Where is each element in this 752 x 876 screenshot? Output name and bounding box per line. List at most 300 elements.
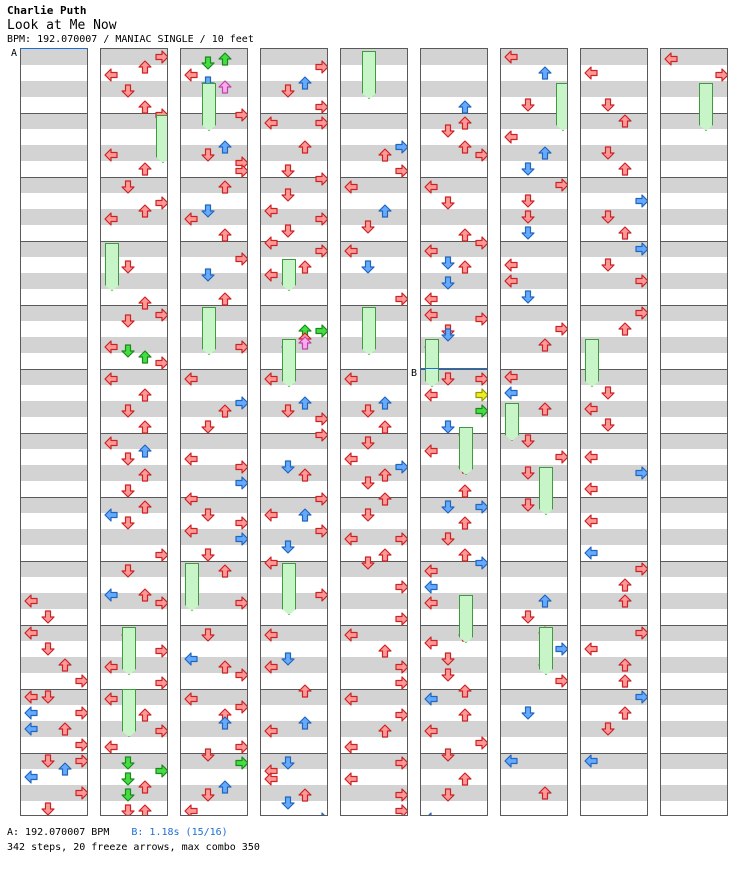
left-arrow-icon — [104, 147, 118, 161]
left-arrow-icon — [424, 579, 438, 593]
measure-column-9 — [660, 48, 728, 816]
down-arrow-icon — [601, 385, 615, 399]
left-arrow-icon — [344, 371, 358, 385]
left-arrow-icon — [264, 371, 278, 385]
left-arrow-icon — [344, 179, 358, 193]
down-arrow-icon — [601, 257, 615, 271]
up-arrow-icon — [298, 335, 312, 349]
right-arrow-icon — [235, 699, 248, 713]
down-arrow-icon — [441, 255, 455, 269]
measure-line — [21, 369, 87, 370]
up-arrow-icon — [218, 779, 232, 793]
up-arrow-icon — [138, 161, 152, 175]
up-arrow-icon — [378, 147, 392, 161]
up-arrow-icon — [58, 721, 72, 735]
down-arrow-icon — [121, 343, 135, 357]
right-arrow-icon — [395, 787, 408, 801]
right-arrow-icon — [395, 659, 408, 673]
left-arrow-icon — [104, 659, 118, 673]
down-arrow-icon — [441, 651, 455, 665]
left-arrow-icon — [104, 507, 118, 521]
left-arrow-icon — [424, 387, 438, 401]
measure-line — [581, 433, 647, 434]
left-arrow-icon — [264, 507, 278, 521]
up-arrow-icon — [378, 723, 392, 737]
down-arrow-icon — [121, 483, 135, 497]
right-arrow-icon — [475, 735, 488, 749]
down-arrow-icon — [521, 465, 535, 479]
down-arrow-icon — [41, 641, 55, 655]
down-arrow-icon — [121, 83, 135, 97]
down-arrow-icon — [361, 555, 375, 569]
left-arrow-icon — [344, 691, 358, 705]
measure-line — [661, 113, 727, 114]
down-arrow-icon — [121, 259, 135, 273]
measure-line — [261, 753, 327, 754]
up-arrow-icon — [458, 259, 472, 273]
up-arrow-icon — [298, 259, 312, 273]
down-arrow-icon — [361, 475, 375, 489]
up-arrow-icon — [218, 139, 232, 153]
right-arrow-icon — [235, 107, 248, 121]
down-arrow-icon — [441, 275, 455, 289]
measure-line — [501, 561, 567, 562]
down-arrow-icon — [201, 627, 215, 641]
up-arrow-icon — [138, 387, 152, 401]
down-arrow-icon — [201, 55, 215, 69]
down-arrow-icon — [281, 651, 295, 665]
down-arrow-icon — [521, 497, 535, 511]
freeze-arrow-icon — [202, 83, 216, 131]
measure-column-3 — [180, 48, 248, 816]
down-arrow-icon — [201, 787, 215, 801]
up-arrow-icon — [138, 803, 152, 816]
down-arrow-icon — [361, 403, 375, 417]
measure-column-6 — [420, 48, 488, 816]
right-arrow-icon — [475, 403, 488, 417]
freeze-arrow-icon — [505, 403, 519, 441]
right-arrow-icon — [155, 355, 168, 369]
up-arrow-icon — [218, 79, 232, 93]
right-arrow-icon — [315, 115, 328, 129]
up-arrow-icon — [618, 161, 632, 175]
down-arrow-icon — [441, 787, 455, 801]
down-arrow-icon — [281, 403, 295, 417]
left-arrow-icon — [264, 771, 278, 785]
right-arrow-icon — [635, 241, 648, 255]
up-arrow-icon — [538, 785, 552, 799]
right-arrow-icon — [315, 243, 328, 257]
left-arrow-icon — [104, 739, 118, 753]
right-arrow-icon — [315, 811, 328, 816]
right-arrow-icon — [235, 595, 248, 609]
left-arrow-icon — [344, 627, 358, 641]
left-arrow-icon — [24, 689, 38, 703]
left-arrow-icon — [264, 627, 278, 641]
up-arrow-icon — [618, 673, 632, 687]
freeze-arrow-icon — [156, 115, 168, 163]
right-arrow-icon — [395, 707, 408, 721]
up-arrow-icon — [378, 419, 392, 433]
right-arrow-icon — [395, 531, 408, 545]
down-arrow-icon — [121, 787, 135, 801]
song-title: Look at Me Now — [7, 18, 117, 33]
measure-line — [421, 497, 487, 498]
measure-line — [661, 689, 727, 690]
up-arrow-icon — [618, 113, 632, 127]
up-arrow-icon — [218, 715, 232, 729]
right-arrow-icon — [635, 273, 648, 287]
left-arrow-icon — [424, 443, 438, 457]
left-arrow-icon — [424, 635, 438, 649]
freeze-arrow-icon — [282, 563, 296, 615]
right-arrow-icon — [395, 803, 408, 816]
left-arrow-icon — [264, 235, 278, 249]
chart-footer — [7, 825, 260, 855]
measure-line — [661, 369, 727, 370]
left-arrow-icon — [24, 593, 38, 607]
up-arrow-icon — [138, 443, 152, 457]
measure-line — [421, 689, 487, 690]
stop-legend-b: B: 1.18s (15/16) — [131, 827, 228, 838]
chart-header — [7, 4, 254, 46]
measure-line — [341, 113, 407, 114]
left-arrow-icon — [104, 371, 118, 385]
down-arrow-icon — [521, 609, 535, 623]
measure-line — [101, 433, 167, 434]
right-arrow-icon — [75, 673, 88, 687]
down-arrow-icon — [361, 435, 375, 449]
down-arrow-icon — [521, 193, 535, 207]
left-arrow-icon — [104, 339, 118, 353]
right-arrow-icon — [315, 323, 328, 337]
bpm-difficulty-line: BPM: 192.070007 / MANIAC SINGLE / 10 feet — [7, 34, 254, 45]
up-arrow-icon — [138, 779, 152, 793]
left-arrow-icon — [104, 691, 118, 705]
up-arrow-icon — [138, 707, 152, 721]
down-arrow-icon — [121, 563, 135, 577]
down-arrow-icon — [521, 225, 535, 239]
right-arrow-icon — [635, 625, 648, 639]
measure-line — [261, 625, 327, 626]
left-arrow-icon — [184, 371, 198, 385]
right-arrow-icon — [635, 193, 648, 207]
left-arrow-icon — [424, 691, 438, 705]
up-arrow-icon — [218, 227, 232, 241]
right-arrow-icon — [235, 739, 248, 753]
bpm-legend-a: A: 192.070007 BPM — [7, 827, 110, 838]
right-arrow-icon — [555, 449, 568, 463]
down-arrow-icon — [121, 515, 135, 529]
up-arrow-icon — [618, 593, 632, 607]
left-arrow-icon — [424, 243, 438, 257]
freeze-arrow-icon — [185, 563, 199, 611]
measure-line — [341, 497, 407, 498]
left-arrow-icon — [24, 721, 38, 735]
down-arrow-icon — [121, 755, 135, 769]
right-arrow-icon — [235, 475, 248, 489]
down-arrow-icon — [281, 459, 295, 473]
measure-line — [261, 689, 327, 690]
up-arrow-icon — [138, 59, 152, 73]
left-arrow-icon — [504, 257, 518, 271]
up-arrow-icon — [378, 547, 392, 561]
bpm-marker-a: A — [11, 48, 18, 59]
measure-line — [101, 305, 167, 306]
up-arrow-icon — [298, 395, 312, 409]
right-arrow-icon — [75, 785, 88, 799]
left-arrow-icon — [24, 705, 38, 719]
down-arrow-icon — [441, 667, 455, 681]
right-arrow-icon — [155, 675, 168, 689]
right-arrow-icon — [635, 305, 648, 319]
left-arrow-icon — [264, 723, 278, 737]
down-arrow-icon — [361, 219, 375, 233]
down-arrow-icon — [441, 499, 455, 513]
right-arrow-icon — [475, 371, 488, 385]
right-arrow-icon — [395, 139, 408, 153]
left-arrow-icon — [664, 51, 678, 65]
left-arrow-icon — [424, 179, 438, 193]
right-arrow-icon — [155, 547, 168, 561]
left-arrow-icon — [264, 659, 278, 673]
left-arrow-icon — [504, 273, 518, 287]
artist-name: Charlie Puth — [7, 4, 87, 17]
freeze-arrow-icon — [459, 427, 473, 475]
right-arrow-icon — [715, 67, 728, 81]
left-arrow-icon — [424, 563, 438, 577]
measure-line — [101, 625, 167, 626]
down-arrow-icon — [281, 223, 295, 237]
left-arrow-icon — [344, 739, 358, 753]
down-arrow-icon — [601, 209, 615, 223]
down-arrow-icon — [521, 705, 535, 719]
down-arrow-icon — [521, 433, 535, 447]
left-arrow-icon — [184, 691, 198, 705]
measure-column-5 — [340, 48, 408, 816]
down-arrow-icon — [281, 755, 295, 769]
left-arrow-icon — [264, 115, 278, 129]
left-arrow-icon — [184, 67, 198, 81]
right-arrow-icon — [475, 387, 488, 401]
left-arrow-icon — [424, 595, 438, 609]
up-arrow-icon — [618, 321, 632, 335]
down-arrow-icon — [121, 179, 135, 193]
left-arrow-icon — [184, 651, 198, 665]
down-arrow-icon — [441, 123, 455, 137]
freeze-arrow-icon — [699, 83, 713, 131]
right-arrow-icon — [315, 99, 328, 113]
right-arrow-icon — [155, 763, 168, 777]
right-arrow-icon — [555, 321, 568, 335]
measure-line — [21, 561, 87, 562]
up-arrow-icon — [378, 203, 392, 217]
stop-marker-b: B — [411, 368, 418, 379]
left-arrow-icon — [24, 769, 38, 783]
down-arrow-icon — [521, 289, 535, 303]
up-arrow-icon — [138, 99, 152, 113]
bpm-marker-line — [20, 48, 88, 49]
left-arrow-icon — [264, 267, 278, 281]
right-arrow-icon — [475, 555, 488, 569]
down-arrow-icon — [41, 609, 55, 623]
right-arrow-icon — [235, 251, 248, 265]
up-arrow-icon — [298, 139, 312, 153]
up-arrow-icon — [378, 467, 392, 481]
right-arrow-icon — [235, 531, 248, 545]
right-arrow-icon — [315, 427, 328, 441]
right-arrow-icon — [235, 755, 248, 769]
down-arrow-icon — [121, 403, 135, 417]
up-arrow-icon — [458, 483, 472, 497]
measure-line — [21, 113, 87, 114]
right-arrow-icon — [395, 611, 408, 625]
down-arrow-icon — [121, 803, 135, 816]
measure-line — [581, 113, 647, 114]
freeze-arrow-icon — [425, 339, 439, 387]
down-arrow-icon — [201, 203, 215, 217]
up-arrow-icon — [218, 51, 232, 65]
down-arrow-icon — [601, 97, 615, 111]
right-arrow-icon — [635, 465, 648, 479]
right-arrow-icon — [235, 515, 248, 529]
measure-line — [181, 305, 247, 306]
up-arrow-icon — [138, 587, 152, 601]
measure-line — [661, 433, 727, 434]
measure-line — [501, 625, 567, 626]
up-arrow-icon — [298, 75, 312, 89]
up-arrow-icon — [298, 507, 312, 521]
left-arrow-icon — [184, 803, 198, 816]
measure-line — [661, 497, 727, 498]
right-arrow-icon — [155, 307, 168, 321]
measure-column-1 — [20, 48, 88, 816]
up-arrow-icon — [538, 401, 552, 415]
measure-line — [421, 625, 487, 626]
up-arrow-icon — [458, 115, 472, 129]
right-arrow-icon — [315, 171, 328, 185]
down-arrow-icon — [281, 83, 295, 97]
up-arrow-icon — [218, 659, 232, 673]
right-arrow-icon — [475, 147, 488, 161]
right-arrow-icon — [555, 177, 568, 191]
up-arrow-icon — [138, 419, 152, 433]
measure-column-8 — [580, 48, 648, 816]
right-arrow-icon — [395, 675, 408, 689]
freeze-arrow-icon — [556, 83, 568, 131]
up-arrow-icon — [138, 295, 152, 309]
down-arrow-icon — [441, 531, 455, 545]
left-arrow-icon — [264, 555, 278, 569]
measure-line — [501, 689, 567, 690]
freeze-arrow-icon — [362, 51, 376, 99]
down-arrow-icon — [201, 547, 215, 561]
left-arrow-icon — [424, 811, 438, 816]
right-arrow-icon — [315, 587, 328, 601]
freeze-arrow-icon — [585, 339, 599, 387]
measure-line — [181, 625, 247, 626]
down-arrow-icon — [281, 163, 295, 177]
left-arrow-icon — [104, 435, 118, 449]
freeze-arrow-icon — [122, 627, 136, 675]
up-arrow-icon — [458, 227, 472, 241]
up-arrow-icon — [458, 771, 472, 785]
measure-line — [21, 305, 87, 306]
left-arrow-icon — [504, 369, 518, 383]
right-arrow-icon — [635, 561, 648, 575]
up-arrow-icon — [298, 683, 312, 697]
left-arrow-icon — [504, 49, 518, 63]
measure-line — [501, 305, 567, 306]
left-arrow-icon — [584, 65, 598, 79]
freeze-arrow-icon — [122, 689, 136, 737]
freeze-arrow-icon — [202, 307, 216, 355]
up-arrow-icon — [458, 707, 472, 721]
right-arrow-icon — [235, 395, 248, 409]
measure-line — [21, 497, 87, 498]
down-arrow-icon — [121, 313, 135, 327]
left-arrow-icon — [584, 513, 598, 527]
left-arrow-icon — [24, 625, 38, 639]
right-arrow-icon — [235, 667, 248, 681]
right-arrow-icon — [395, 579, 408, 593]
down-arrow-icon — [201, 267, 215, 281]
down-arrow-icon — [41, 689, 55, 703]
measure-line — [661, 177, 727, 178]
left-arrow-icon — [104, 587, 118, 601]
freeze-arrow-icon — [539, 467, 553, 515]
down-arrow-icon — [441, 327, 455, 341]
measure-line — [661, 305, 727, 306]
left-arrow-icon — [424, 291, 438, 305]
left-arrow-icon — [344, 531, 358, 545]
left-arrow-icon — [424, 723, 438, 737]
left-arrow-icon — [104, 67, 118, 81]
right-arrow-icon — [155, 723, 168, 737]
up-arrow-icon — [378, 643, 392, 657]
down-arrow-icon — [121, 771, 135, 785]
up-arrow-icon — [538, 337, 552, 351]
up-arrow-icon — [218, 291, 232, 305]
up-arrow-icon — [458, 99, 472, 113]
right-arrow-icon — [235, 163, 248, 177]
measure-line — [661, 625, 727, 626]
measure-line — [181, 689, 247, 690]
freeze-arrow-icon — [362, 307, 376, 355]
freeze-arrow-icon — [282, 259, 296, 291]
up-arrow-icon — [298, 467, 312, 481]
right-arrow-icon — [555, 673, 568, 687]
right-arrow-icon — [395, 755, 408, 769]
up-arrow-icon — [298, 787, 312, 801]
down-arrow-icon — [521, 209, 535, 223]
up-arrow-icon — [538, 65, 552, 79]
down-arrow-icon — [361, 259, 375, 273]
down-arrow-icon — [441, 419, 455, 433]
right-arrow-icon — [395, 459, 408, 473]
measure-line — [21, 433, 87, 434]
left-arrow-icon — [584, 481, 598, 495]
up-arrow-icon — [218, 403, 232, 417]
right-arrow-icon — [155, 595, 168, 609]
up-arrow-icon — [538, 145, 552, 159]
measure-line — [501, 241, 567, 242]
down-arrow-icon — [201, 419, 215, 433]
right-arrow-icon — [235, 339, 248, 353]
right-arrow-icon — [155, 49, 168, 63]
freeze-arrow-icon — [105, 243, 119, 291]
measure-line — [261, 305, 327, 306]
